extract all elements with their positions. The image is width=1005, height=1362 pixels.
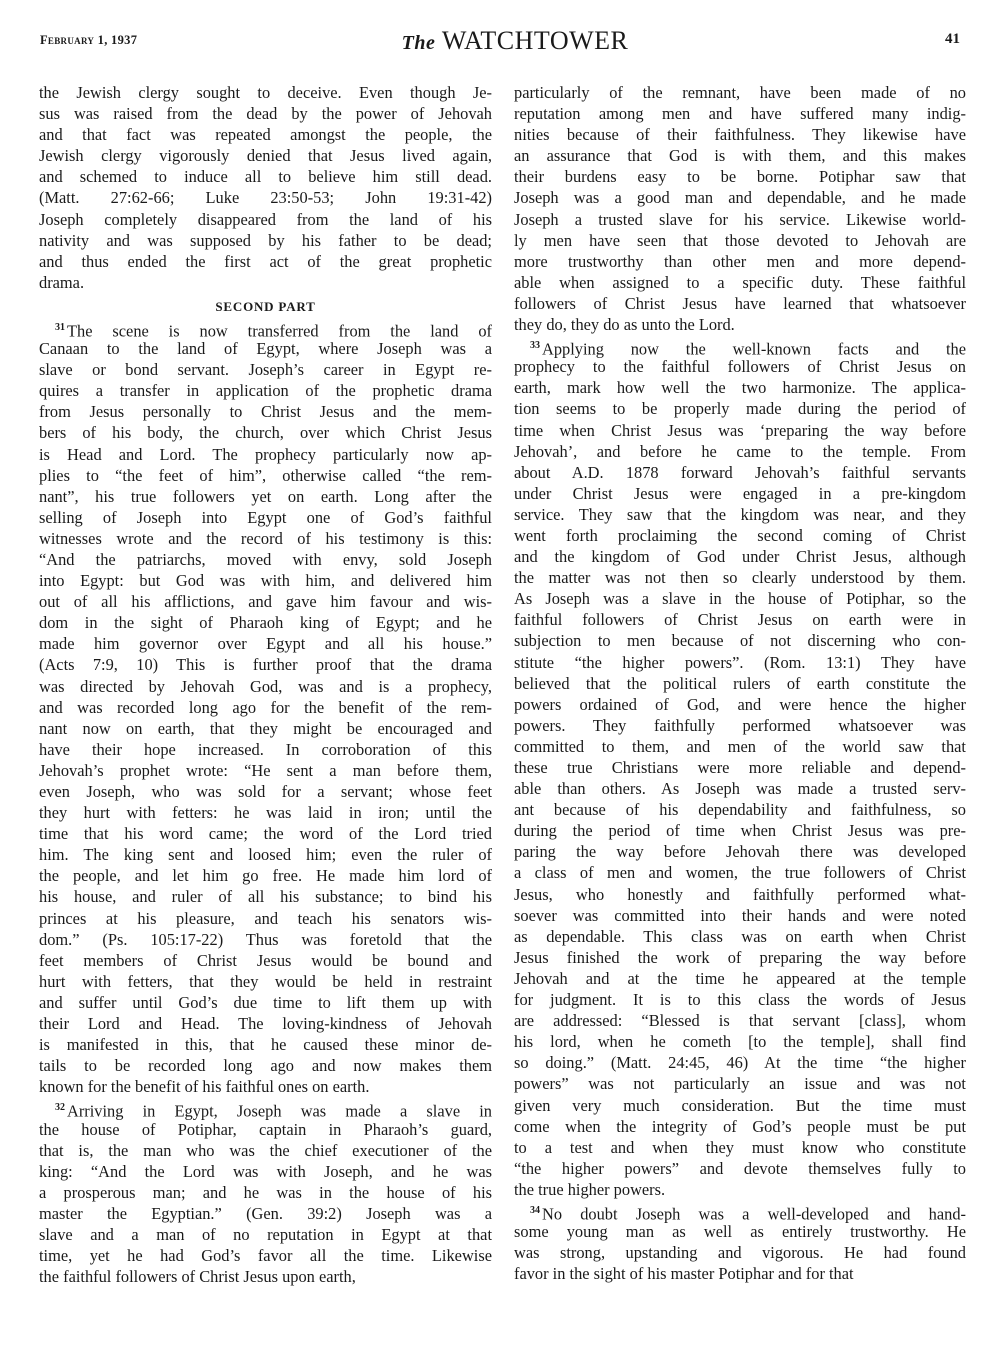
text-line: his lord, when he cometh [to the temple], shall find (514, 1032, 966, 1052)
text-line: time, yet he had God’s favor all the time. Likewise (39, 1246, 492, 1266)
text-line: paring the way before Jehovah there was developed (514, 842, 966, 862)
text-line: Joseph completely disappeared from the land of his (39, 209, 492, 229)
text-line: Canaan to the land of Egypt, where Joseph was a (39, 339, 492, 359)
page-number: 41 (945, 31, 960, 47)
text-line: the Jewish clergy sought to deceive. Even though Je- (39, 83, 492, 102)
text-line: able than others. As Joseph was made a trusted serv- (514, 779, 966, 799)
text-line: these true Christians were more reliable and depend- (514, 758, 966, 777)
text-line: come when the integrity of God’s people must be put (514, 1116, 966, 1136)
text-line: bers of his body, the church, over which Christ Jesus (39, 423, 492, 443)
text-line: given very much consideration. But the time must (514, 1095, 966, 1115)
text-line: particularly of the remnant, have been made of no (514, 83, 966, 102)
text-line: and was recorded long ago for the benefit of the rem- (39, 697, 492, 717)
text-line: is Head and Lord. The prophecy particularly now ap- (39, 444, 492, 464)
paragraph-number: 34 (530, 1204, 540, 1216)
text-line: Jehovah’, and before he came to the temple. From (514, 441, 966, 461)
text-line: service. They saw that the kingdom was near, and they (514, 504, 966, 524)
text-line: ant because of his dependability and faithfulness, so (514, 800, 966, 820)
text-line: was strong, upstanding and vigorous. He had found (514, 1243, 966, 1263)
text-line: soever was committed into their hands and were noted (514, 905, 966, 925)
text-line: Joseph was a good man and dependable, and he made (514, 188, 966, 208)
text-line: Joseph a trusted slave for his service. Likewise world- (514, 209, 966, 229)
text-line: powers” was not particularly an issue and was not (514, 1074, 966, 1094)
text-line: the people, and let him go free. He made him lord of (39, 866, 492, 886)
text-line: nant”, his true followers yet on earth. Long after the (39, 486, 492, 506)
text-line: selling of Joseph into Egypt one of God’s faithful (39, 507, 492, 527)
text-line: even Joseph, who was sold for a servant; whose feet (39, 782, 492, 801)
text-line: quires a transfer in application of the prophetic drama (39, 381, 492, 401)
masthead-name: WATCHTOWER (441, 26, 629, 55)
text-line: Jehovah’s prophet wrote: “He sent a man before them, (39, 760, 492, 780)
text-line: during the period of time when Christ Jesus was pre- (514, 821, 966, 841)
text-line: powers. They faithfully performed whatsoever was (514, 715, 966, 735)
right-column (514, 82, 966, 1284)
text-line: his house, and ruler of all his substance; to bind his (39, 887, 492, 907)
text-line: able when assigned to a specific duty. These faithful (514, 272, 966, 292)
text-line: tails to be recorded long ago and now makes them (39, 1056, 492, 1076)
text-line: sus was raised from the dead by the power of Jehovah (39, 104, 492, 124)
intro-paragraph (39, 82, 492, 293)
text-line: out of all his afflictions, and gave him favour and wis- (39, 592, 492, 612)
text-line: nant now on earth, that they might be encouraged and (39, 718, 492, 738)
text-line: feet members of Christ Jesus would be bound and (39, 950, 492, 970)
left-column (39, 82, 492, 1287)
text-line: from Jesus personally to Christ Jesus and the mem- (39, 402, 492, 422)
text-line: an assurance that God is with them, and this makes (514, 146, 966, 166)
text-line: subjection to men because of not discerning who con- (514, 631, 966, 651)
paragraph-33 (514, 335, 966, 1200)
text-line: earth, mark how well the two harmonize. The applica- (514, 378, 966, 398)
text-line: into Egypt: but God was with him, and delivered him (39, 571, 492, 591)
text-line: dom.” (Ps. 105:17-22) Thus was foretold that the (39, 929, 492, 949)
text-line: nities because of their faithfulness. They likewise have (514, 125, 966, 145)
text-line: princes at his pleasure, and teach his senators wis- (39, 908, 492, 928)
text-line: powers ordained of God, and were hence the higher (514, 694, 966, 714)
text-line: under Christ Jesus were engaged in a pre-kingdom (514, 483, 966, 503)
text-line: him. The king sent and loosed him; even the ruler of (39, 845, 492, 865)
text-line: the true higher powers. (514, 1179, 666, 1199)
text-line: reputation among men and have suffered many indig- (514, 104, 966, 124)
text-line: more trustworthy than other men and more depend- (514, 251, 966, 271)
text-line: believed that the political rulers of earth constitute the (514, 673, 966, 693)
text-line: is manifested in this, that he caused these minor de- (39, 1035, 492, 1055)
issue-date: February 1, 1937 (40, 33, 138, 47)
text-line: plies to “the feet of him”, otherwise called “the rem- (39, 465, 492, 485)
paragraph-34 (514, 1200, 966, 1284)
text-line: are addressed: “Blessed is that servant [class], whom (514, 1011, 966, 1031)
text-line: a prosperous man; and he was in the house of his (39, 1182, 492, 1202)
text-line: tion seems to be properly made during the period of (514, 399, 966, 419)
masthead-title (370, 26, 660, 56)
text-line: they do, they do as unto the Lord. (514, 315, 735, 335)
text-line: $^{34}$ No doubt Joseph was a well-developed and hand- (530, 1204, 966, 1224)
text-line: a class of men and women, the true followers of Christ (514, 863, 966, 883)
text-line: went forth proclaiming the second coming of Christ (514, 525, 966, 545)
text-line: and suffer until God’s due time to lift them up with (39, 992, 492, 1012)
text-line: that is, the man who was the chief executioner of the (39, 1140, 492, 1160)
text-line: they hurt with fetters: he was laid in iron; until the (39, 803, 492, 823)
text-line: As Joseph was a slave in the house of Potiphar, so the (514, 589, 966, 609)
text-line: made him governor over Egypt and all his house.” (39, 634, 492, 654)
text-line: for judgment. It is to this class the words of Jesus (514, 990, 966, 1010)
text-line: and the kingdom of God under Christ Jesus, although (514, 547, 966, 567)
text-line: their Lord and Head. The loving-kindness of Jehovah (39, 1014, 492, 1034)
text-line: prophecy to the faithful followers of Christ Jesus on (514, 357, 966, 377)
text-line: slave and a man of no reputation in Egypt at that (39, 1224, 492, 1244)
text-line: followers of Christ Jesus have learned that whatsoever (514, 293, 966, 313)
text-line: the house of Potiphar, captain in Pharaoh’s guard, (39, 1119, 492, 1139)
text-line: master the Egyptian.” (Gen. 39:2) Joseph was a (39, 1203, 492, 1223)
text-line: (Matt. 27:62-66; Luke 23:50-53; John 19:31-42) (39, 188, 492, 208)
text-line: “the higher powers” and devote themselves fully to (514, 1158, 966, 1178)
text-line: drama. (39, 272, 85, 292)
text-line: faithful followers of Christ Jesus on earth were in (514, 610, 966, 630)
paragraph-number: 33 (530, 340, 540, 352)
text-line: and that fact was repeated amongst the people, the (39, 125, 492, 145)
text-line: stitute “the higher powers”. (Rom. 13:1) They have (514, 652, 966, 672)
masthead-prefix: The (401, 32, 436, 54)
text-line: the matter was not then so clearly understood by them. (514, 568, 966, 588)
text-line: committed to them, and men of the world saw that (514, 736, 966, 756)
text-line: king: “And the Lord was with Joseph, and he was (39, 1161, 492, 1181)
text-line: and thus ended the first act of the great prophetic (39, 251, 492, 271)
text-line: witnesses wrote and the record of his testimony is this: (39, 528, 492, 548)
page-header (0, 0, 1005, 60)
text-line: the faithful followers of Christ Jesus upon earth, (39, 1267, 356, 1287)
text-line: ly men have seen that those devoted to Jehovah are (514, 230, 966, 250)
text-line: Jesus, who honestly and faithfully performed what- (514, 884, 966, 904)
paragraph-32-continued (514, 82, 966, 335)
text-line: their burdens easy to be borne. Potiphar saw that (514, 167, 966, 187)
text-line: have their hope increased. In corroboration of this (39, 739, 492, 759)
text-line: slave or bond servant. Joseph’s career in Egypt re- (39, 360, 492, 380)
paragraph-32 (39, 1097, 492, 1287)
text-line: as dependable. This class was on earth when Christ (514, 926, 966, 946)
text-line: “And the patriarchs, moved with envy, sold Joseph (39, 549, 492, 569)
text-line: known for the benefit of his faithful ones on earth. (39, 1077, 370, 1097)
text-line: was directed by Jehovah God, was and is a prophecy, (39, 676, 492, 696)
text-line: $^{33}$ Applying now the well-known facts and the (530, 339, 966, 359)
text-line: about A.D. 1878 forward Jehovah’s faithful servants (514, 462, 966, 482)
text-line: time when Christ Jesus was ‘preparing the way before (514, 420, 966, 440)
paragraph-31 (39, 317, 492, 1097)
text-line: Jesus finished the work of preparing the way before (514, 947, 966, 967)
text-line: some young man as well as entirely trustworthy. He (514, 1222, 966, 1242)
text-line: time that his word came; the word of the Lord tried (39, 824, 492, 844)
text-line: Jehovah and at the time he appeared at the temple (514, 968, 966, 988)
text-line: (Acts 7:9, 10) This is further proof that the drama (39, 655, 492, 675)
text-line: dom in the sight of Pharaoh king of Egypt; and he (39, 613, 492, 633)
paragraph-number: 31 (55, 321, 65, 333)
text-line: so doing.” (Matt. 24:45, 46) At the time “the higher (514, 1053, 966, 1073)
text-line: $^{32}$ Arriving in Egypt, Joseph was made a slave in (55, 1101, 492, 1121)
text-line: to a test and when they must know who constitute (514, 1137, 966, 1157)
text-line: Jewish clergy vigorously denied that Jesus lived again, (39, 146, 492, 166)
text-line: hurt with fetters, that they would be held in restraint (39, 971, 492, 991)
text-line: $^{31}$ The scene is now transferred from the land of (55, 321, 492, 341)
paragraph-number: 32 (55, 1102, 65, 1114)
section-heading: SECOND PART (215, 298, 316, 314)
text-line: nativity and was supposed by his father to be dead; (39, 230, 492, 250)
text-line: and schemed to induce all to believe him still dead. (39, 167, 492, 187)
text-line: favor in the sight of his master Potiphar and for that (514, 1264, 854, 1284)
